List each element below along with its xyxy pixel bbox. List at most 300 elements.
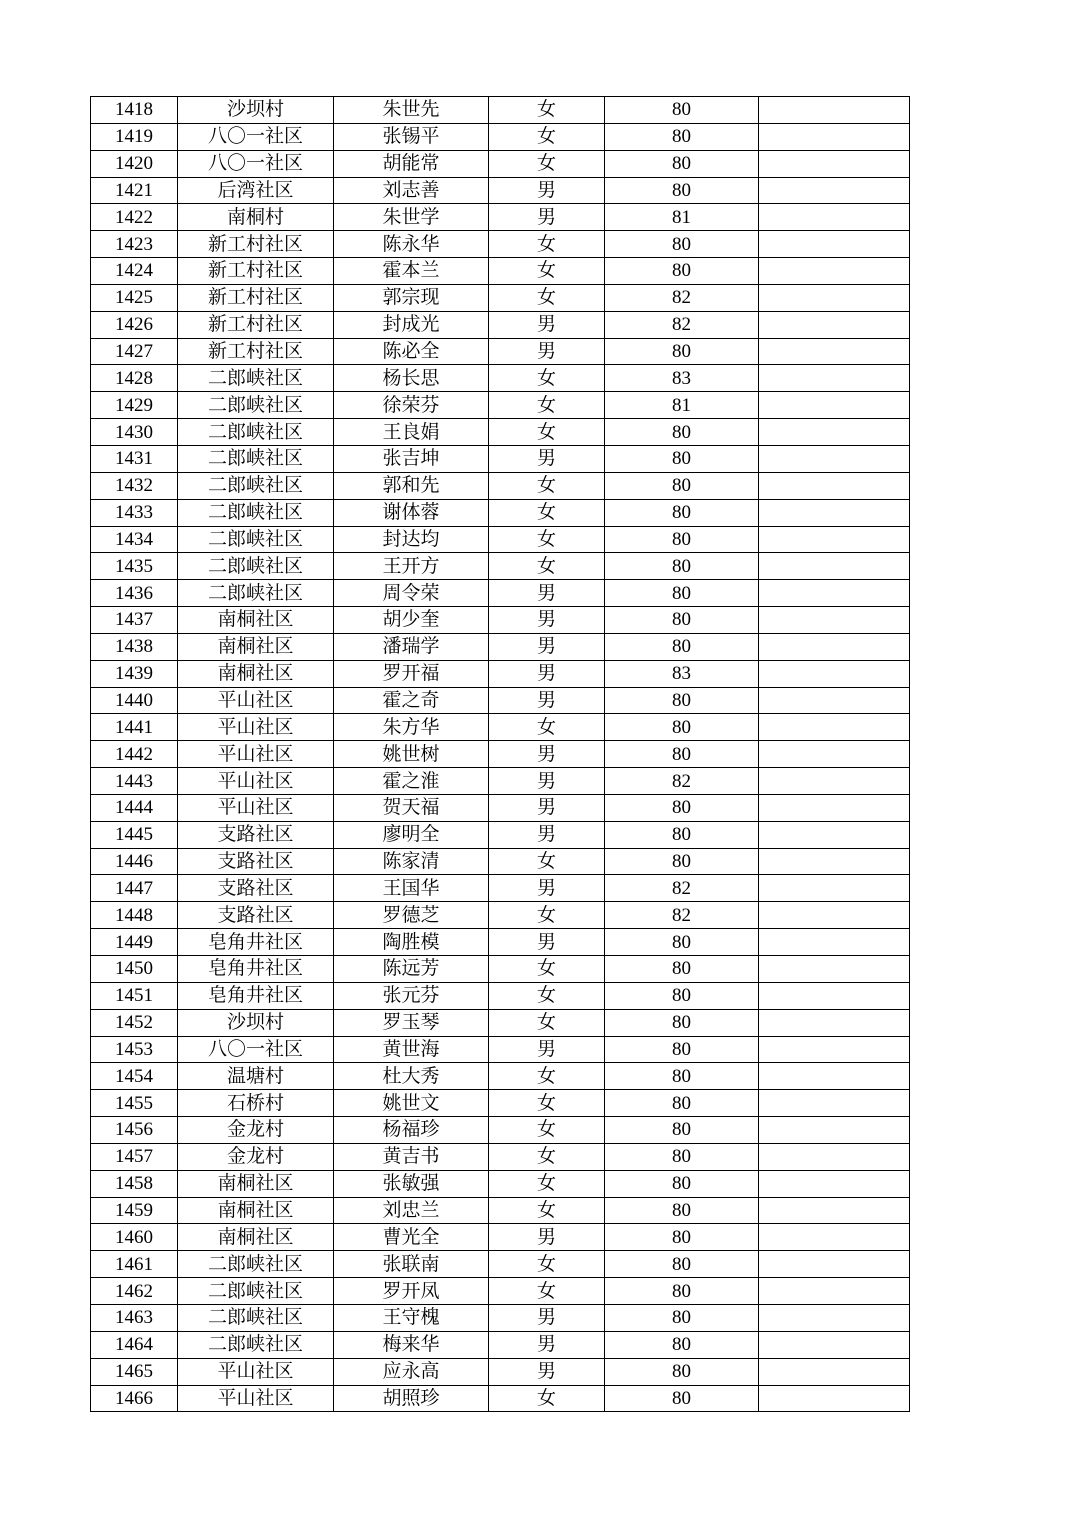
- community-cell: 后湾社区: [178, 177, 334, 204]
- table-row: [91, 1117, 910, 1144]
- community-cell: 八〇一社区: [178, 1036, 334, 1063]
- person-name-cell: 廖明全: [334, 821, 489, 848]
- person-name-cell: 胡少奎: [334, 607, 489, 634]
- serial-number-cell: 1434: [91, 526, 178, 553]
- note-cell: [759, 902, 910, 929]
- note-cell: [759, 499, 910, 526]
- note-cell: [759, 687, 910, 714]
- community-cell: 皂角井社区: [178, 982, 334, 1009]
- community-cell: 支路社区: [178, 875, 334, 902]
- gender-cell: 女: [489, 472, 605, 499]
- community-cell: 石桥村: [178, 1090, 334, 1117]
- age-cell: 80: [605, 1278, 759, 1305]
- serial-number-cell: 1437: [91, 607, 178, 634]
- person-name-cell: 王开方: [334, 553, 489, 580]
- note-cell: [759, 419, 910, 446]
- age-cell: 80: [605, 150, 759, 177]
- age-cell: 80: [605, 1385, 759, 1412]
- person-name-cell: 张元芬: [334, 982, 489, 1009]
- age-cell: 82: [605, 768, 759, 795]
- gender-cell: 女: [489, 150, 605, 177]
- age-cell: 80: [605, 499, 759, 526]
- community-cell: 南桐社区: [178, 1224, 334, 1251]
- table-row: [91, 445, 910, 472]
- table-row: [91, 1304, 910, 1331]
- age-cell: 80: [605, 794, 759, 821]
- roster-table-body: [91, 97, 910, 1412]
- serial-number-cell: 1455: [91, 1090, 178, 1117]
- gender-cell: 男: [489, 607, 605, 634]
- gender-cell: 男: [489, 338, 605, 365]
- serial-number-cell: 1448: [91, 902, 178, 929]
- person-name-cell: 刘忠兰: [334, 1197, 489, 1224]
- serial-number-cell: 1433: [91, 499, 178, 526]
- serial-number-cell: 1432: [91, 472, 178, 499]
- note-cell: [759, 580, 910, 607]
- person-name-cell: 王国华: [334, 875, 489, 902]
- table-row: [91, 1197, 910, 1224]
- age-cell: 80: [605, 580, 759, 607]
- note-cell: [759, 1197, 910, 1224]
- table-row: [91, 633, 910, 660]
- serial-number-cell: 1424: [91, 258, 178, 285]
- note-cell: [759, 660, 910, 687]
- table-row: [91, 1358, 910, 1385]
- person-name-cell: 罗开福: [334, 660, 489, 687]
- community-cell: 平山社区: [178, 768, 334, 795]
- table-row: [91, 794, 910, 821]
- serial-number-cell: 1444: [91, 794, 178, 821]
- age-cell: 80: [605, 123, 759, 150]
- note-cell: [759, 365, 910, 392]
- serial-number-cell: 1420: [91, 150, 178, 177]
- age-cell: 80: [605, 97, 759, 124]
- gender-cell: 女: [489, 97, 605, 124]
- serial-number-cell: 1438: [91, 633, 178, 660]
- person-name-cell: 刘志善: [334, 177, 489, 204]
- age-cell: 80: [605, 821, 759, 848]
- gender-cell: 女: [489, 123, 605, 150]
- community-cell: 支路社区: [178, 902, 334, 929]
- serial-number-cell: 1441: [91, 714, 178, 741]
- table-row: [91, 1170, 910, 1197]
- age-cell: 80: [605, 633, 759, 660]
- note-cell: [759, 258, 910, 285]
- community-cell: 二郎峡社区: [178, 445, 334, 472]
- age-cell: 80: [605, 714, 759, 741]
- person-name-cell: 封达均: [334, 526, 489, 553]
- community-cell: 新工村社区: [178, 284, 334, 311]
- age-cell: 80: [605, 848, 759, 875]
- note-cell: [759, 150, 910, 177]
- table-row: [91, 177, 910, 204]
- table-row: [91, 1251, 910, 1278]
- note-cell: [759, 311, 910, 338]
- serial-number-cell: 1452: [91, 1009, 178, 1036]
- age-cell: 80: [605, 1090, 759, 1117]
- community-cell: 新工村社区: [178, 311, 334, 338]
- community-cell: 沙坝村: [178, 97, 334, 124]
- person-name-cell: 黄吉书: [334, 1143, 489, 1170]
- gender-cell: 男: [489, 768, 605, 795]
- note-cell: [759, 1117, 910, 1144]
- age-cell: 80: [605, 1009, 759, 1036]
- gender-cell: 女: [489, 526, 605, 553]
- note-cell: [759, 956, 910, 983]
- person-name-cell: 朱世先: [334, 97, 489, 124]
- table-row: [91, 956, 910, 983]
- serial-number-cell: 1436: [91, 580, 178, 607]
- gender-cell: 女: [489, 1117, 605, 1144]
- age-cell: 80: [605, 1036, 759, 1063]
- person-name-cell: 陈远芳: [334, 956, 489, 983]
- community-cell: 支路社区: [178, 848, 334, 875]
- age-cell: 80: [605, 419, 759, 446]
- gender-cell: 男: [489, 177, 605, 204]
- serial-number-cell: 1453: [91, 1036, 178, 1063]
- note-cell: [759, 982, 910, 1009]
- gender-cell: 女: [489, 902, 605, 929]
- note-cell: [759, 1358, 910, 1385]
- community-cell: 沙坝村: [178, 1009, 334, 1036]
- serial-number-cell: 1427: [91, 338, 178, 365]
- note-cell: [759, 1090, 910, 1117]
- serial-number-cell: 1443: [91, 768, 178, 795]
- person-name-cell: 陶胜模: [334, 929, 489, 956]
- note-cell: [759, 472, 910, 499]
- person-name-cell: 朱世学: [334, 204, 489, 231]
- gender-cell: 男: [489, 633, 605, 660]
- gender-cell: 女: [489, 1009, 605, 1036]
- community-cell: 二郎峡社区: [178, 1331, 334, 1358]
- roster-table: [90, 96, 910, 1412]
- community-cell: 南桐社区: [178, 1170, 334, 1197]
- community-cell: 平山社区: [178, 741, 334, 768]
- person-name-cell: 罗开凤: [334, 1278, 489, 1305]
- age-cell: 80: [605, 1304, 759, 1331]
- table-row: [91, 526, 910, 553]
- table-row: [91, 580, 910, 607]
- table-row: [91, 660, 910, 687]
- table-row: [91, 392, 910, 419]
- community-cell: 南桐社区: [178, 1197, 334, 1224]
- person-name-cell: 应永高: [334, 1358, 489, 1385]
- serial-number-cell: 1440: [91, 687, 178, 714]
- age-cell: 80: [605, 982, 759, 1009]
- serial-number-cell: 1456: [91, 1117, 178, 1144]
- serial-number-cell: 1450: [91, 956, 178, 983]
- serial-number-cell: 1418: [91, 97, 178, 124]
- table-row: [91, 1385, 910, 1412]
- serial-number-cell: 1435: [91, 553, 178, 580]
- gender-cell: 男: [489, 1304, 605, 1331]
- note-cell: [759, 204, 910, 231]
- serial-number-cell: 1459: [91, 1197, 178, 1224]
- table-row: [91, 231, 910, 258]
- table-row: [91, 607, 910, 634]
- table-row: [91, 311, 910, 338]
- note-cell: [759, 1331, 910, 1358]
- note-cell: [759, 607, 910, 634]
- person-name-cell: 王守槐: [334, 1304, 489, 1331]
- age-cell: 80: [605, 1331, 759, 1358]
- serial-number-cell: 1447: [91, 875, 178, 902]
- gender-cell: 女: [489, 499, 605, 526]
- age-cell: 80: [605, 1170, 759, 1197]
- table-row: [91, 768, 910, 795]
- age-cell: 80: [605, 741, 759, 768]
- gender-cell: 男: [489, 580, 605, 607]
- note-cell: [759, 1385, 910, 1412]
- serial-number-cell: 1422: [91, 204, 178, 231]
- gender-cell: 男: [489, 741, 605, 768]
- age-cell: 80: [605, 1117, 759, 1144]
- serial-number-cell: 1425: [91, 284, 178, 311]
- gender-cell: 女: [489, 1063, 605, 1090]
- person-name-cell: 罗德芝: [334, 902, 489, 929]
- person-name-cell: 潘瑞学: [334, 633, 489, 660]
- table-row: [91, 1036, 910, 1063]
- person-name-cell: 姚世树: [334, 741, 489, 768]
- community-cell: 二郎峡社区: [178, 1278, 334, 1305]
- note-cell: [759, 123, 910, 150]
- serial-number-cell: 1451: [91, 982, 178, 1009]
- note-cell: [759, 392, 910, 419]
- note-cell: [759, 821, 910, 848]
- serial-number-cell: 1430: [91, 419, 178, 446]
- person-name-cell: 徐荣芬: [334, 392, 489, 419]
- gender-cell: 女: [489, 982, 605, 1009]
- community-cell: 平山社区: [178, 794, 334, 821]
- age-cell: 80: [605, 231, 759, 258]
- note-cell: [759, 338, 910, 365]
- community-cell: 平山社区: [178, 1385, 334, 1412]
- table-row: [91, 258, 910, 285]
- note-cell: [759, 929, 910, 956]
- serial-number-cell: 1458: [91, 1170, 178, 1197]
- table-row: [91, 741, 910, 768]
- note-cell: [759, 526, 910, 553]
- community-cell: 南桐社区: [178, 660, 334, 687]
- gender-cell: 女: [489, 1197, 605, 1224]
- gender-cell: 女: [489, 419, 605, 446]
- community-cell: 二郎峡社区: [178, 472, 334, 499]
- age-cell: 81: [605, 392, 759, 419]
- community-cell: 南桐社区: [178, 633, 334, 660]
- table-row: [91, 204, 910, 231]
- gender-cell: 女: [489, 258, 605, 285]
- person-name-cell: 杨福珍: [334, 1117, 489, 1144]
- person-name-cell: 郭宗现: [334, 284, 489, 311]
- table-row: [91, 821, 910, 848]
- table-row: [91, 1278, 910, 1305]
- gender-cell: 女: [489, 365, 605, 392]
- note-cell: [759, 633, 910, 660]
- community-cell: 温塘村: [178, 1063, 334, 1090]
- gender-cell: 女: [489, 848, 605, 875]
- note-cell: [759, 741, 910, 768]
- community-cell: 皂角井社区: [178, 956, 334, 983]
- person-name-cell: 贺天福: [334, 794, 489, 821]
- age-cell: 81: [605, 204, 759, 231]
- person-name-cell: 郭和先: [334, 472, 489, 499]
- age-cell: 80: [605, 1063, 759, 1090]
- person-name-cell: 张联南: [334, 1251, 489, 1278]
- community-cell: 二郎峡社区: [178, 1251, 334, 1278]
- community-cell: 二郎峡社区: [178, 419, 334, 446]
- age-cell: 82: [605, 311, 759, 338]
- community-cell: 南桐社区: [178, 607, 334, 634]
- community-cell: 八〇一社区: [178, 123, 334, 150]
- age-cell: 80: [605, 1358, 759, 1385]
- serial-number-cell: 1439: [91, 660, 178, 687]
- person-name-cell: 陈必全: [334, 338, 489, 365]
- age-cell: 80: [605, 553, 759, 580]
- note-cell: [759, 1224, 910, 1251]
- person-name-cell: 杜大秀: [334, 1063, 489, 1090]
- person-name-cell: 罗玉琴: [334, 1009, 489, 1036]
- note-cell: [759, 1143, 910, 1170]
- age-cell: 80: [605, 929, 759, 956]
- age-cell: 80: [605, 1251, 759, 1278]
- age-cell: 80: [605, 472, 759, 499]
- gender-cell: 女: [489, 956, 605, 983]
- table-row: [91, 419, 910, 446]
- gender-cell: 女: [489, 714, 605, 741]
- table-row: [91, 472, 910, 499]
- gender-cell: 男: [489, 794, 605, 821]
- community-cell: 二郎峡社区: [178, 580, 334, 607]
- age-cell: 83: [605, 660, 759, 687]
- gender-cell: 男: [489, 929, 605, 956]
- person-name-cell: 张锡平: [334, 123, 489, 150]
- serial-number-cell: 1423: [91, 231, 178, 258]
- table-row: [91, 284, 910, 311]
- serial-number-cell: 1460: [91, 1224, 178, 1251]
- age-cell: 80: [605, 1224, 759, 1251]
- gender-cell: 女: [489, 1170, 605, 1197]
- table-row: [91, 150, 910, 177]
- table-row: [91, 1090, 910, 1117]
- gender-cell: 女: [489, 231, 605, 258]
- community-cell: 平山社区: [178, 714, 334, 741]
- person-name-cell: 胡能常: [334, 150, 489, 177]
- note-cell: [759, 714, 910, 741]
- note-cell: [759, 445, 910, 472]
- community-cell: 金龙村: [178, 1143, 334, 1170]
- serial-number-cell: 1466: [91, 1385, 178, 1412]
- serial-number-cell: 1428: [91, 365, 178, 392]
- community-cell: 皂角井社区: [178, 929, 334, 956]
- table-row: [91, 929, 910, 956]
- gender-cell: 男: [489, 1331, 605, 1358]
- note-cell: [759, 1278, 910, 1305]
- community-cell: 新工村社区: [178, 338, 334, 365]
- age-cell: 80: [605, 1143, 759, 1170]
- community-cell: 二郎峡社区: [178, 499, 334, 526]
- gender-cell: 男: [489, 311, 605, 338]
- serial-number-cell: 1454: [91, 1063, 178, 1090]
- serial-number-cell: 1465: [91, 1358, 178, 1385]
- note-cell: [759, 1170, 910, 1197]
- note-cell: [759, 1036, 910, 1063]
- person-name-cell: 霍之奇: [334, 687, 489, 714]
- gender-cell: 女: [489, 1251, 605, 1278]
- community-cell: 新工村社区: [178, 258, 334, 285]
- gender-cell: 女: [489, 1385, 605, 1412]
- note-cell: [759, 1251, 910, 1278]
- gender-cell: 男: [489, 1036, 605, 1063]
- person-name-cell: 杨长思: [334, 365, 489, 392]
- gender-cell: 男: [489, 660, 605, 687]
- person-name-cell: 霍之淮: [334, 768, 489, 795]
- serial-number-cell: 1419: [91, 123, 178, 150]
- person-name-cell: 霍本兰: [334, 258, 489, 285]
- table-row: [91, 714, 910, 741]
- age-cell: 80: [605, 445, 759, 472]
- age-cell: 80: [605, 1197, 759, 1224]
- age-cell: 82: [605, 875, 759, 902]
- note-cell: [759, 97, 910, 124]
- age-cell: 82: [605, 284, 759, 311]
- serial-number-cell: 1464: [91, 1331, 178, 1358]
- age-cell: 80: [605, 338, 759, 365]
- gender-cell: 男: [489, 875, 605, 902]
- age-cell: 80: [605, 526, 759, 553]
- serial-number-cell: 1446: [91, 848, 178, 875]
- community-cell: 平山社区: [178, 687, 334, 714]
- table-row: [91, 687, 910, 714]
- table-row: [91, 875, 910, 902]
- age-cell: 80: [605, 607, 759, 634]
- table-row: [91, 499, 910, 526]
- note-cell: [759, 284, 910, 311]
- community-cell: 平山社区: [178, 1358, 334, 1385]
- table-row: [91, 338, 910, 365]
- serial-number-cell: 1449: [91, 929, 178, 956]
- person-name-cell: 黄世海: [334, 1036, 489, 1063]
- note-cell: [759, 848, 910, 875]
- age-cell: 80: [605, 177, 759, 204]
- note-cell: [759, 553, 910, 580]
- gender-cell: 男: [489, 1358, 605, 1385]
- note-cell: [759, 794, 910, 821]
- community-cell: 新工村社区: [178, 231, 334, 258]
- community-cell: 二郎峡社区: [178, 526, 334, 553]
- table-row: [91, 1143, 910, 1170]
- serial-number-cell: 1461: [91, 1251, 178, 1278]
- gender-cell: 男: [489, 1224, 605, 1251]
- serial-number-cell: 1431: [91, 445, 178, 472]
- community-cell: 支路社区: [178, 821, 334, 848]
- person-name-cell: 张吉坤: [334, 445, 489, 472]
- gender-cell: 男: [489, 821, 605, 848]
- gender-cell: 女: [489, 392, 605, 419]
- gender-cell: 女: [489, 1090, 605, 1117]
- table-row: [91, 123, 910, 150]
- age-cell: 83: [605, 365, 759, 392]
- table-row: [91, 982, 910, 1009]
- person-name-cell: 陈永华: [334, 231, 489, 258]
- gender-cell: 男: [489, 445, 605, 472]
- community-cell: 二郎峡社区: [178, 553, 334, 580]
- table-row: [91, 1009, 910, 1036]
- age-cell: 80: [605, 258, 759, 285]
- serial-number-cell: 1426: [91, 311, 178, 338]
- note-cell: [759, 1009, 910, 1036]
- person-name-cell: 张敏强: [334, 1170, 489, 1197]
- person-name-cell: 姚世文: [334, 1090, 489, 1117]
